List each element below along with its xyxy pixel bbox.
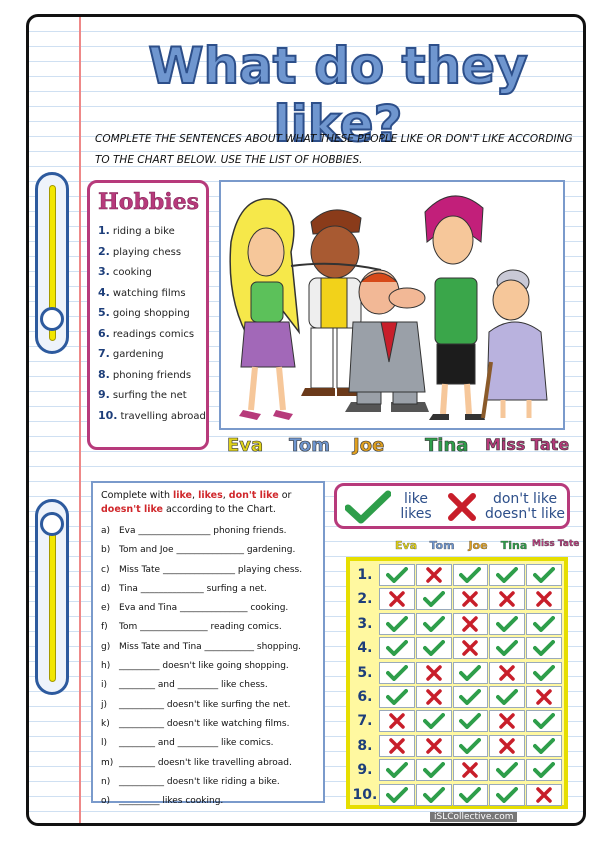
exercise-sentence (101, 580, 317, 599)
exercise-sentence (101, 676, 317, 695)
legend-likes: likes (400, 506, 432, 522)
cross-icon (416, 662, 452, 684)
binder-clip-top (35, 172, 69, 354)
check-icon (489, 637, 525, 659)
legend-doesnt-like: doesn't like (484, 506, 566, 522)
people-names-row (227, 435, 577, 461)
check-icon (526, 662, 562, 684)
cross-icon (416, 735, 452, 757)
exercise-sentence (101, 541, 317, 560)
cross-icon (379, 588, 415, 610)
legend-box (334, 483, 570, 529)
chart-column-header: Eva (394, 539, 418, 552)
sentence-letter: k) (101, 718, 110, 729)
check-icon (526, 564, 562, 586)
intro-dont-like: don't like (228, 490, 279, 501)
check-icon (489, 564, 525, 586)
person-name: Miss Tate (485, 435, 570, 454)
check-icon (416, 784, 452, 806)
sentence-letter: a) (101, 526, 111, 536)
check-icon (489, 784, 525, 806)
check-icon (416, 759, 452, 781)
check-icon (345, 490, 391, 524)
person-name: Eva (227, 435, 264, 456)
check-icon (379, 686, 415, 708)
legend-dont-like: don't like (492, 491, 558, 507)
hobby-number: 8. (98, 367, 110, 381)
sentence-letter: o) (101, 796, 111, 807)
hobby-text: going shopping (112, 308, 190, 319)
exercise-sentence (101, 657, 317, 676)
exercise-sentence (101, 792, 317, 811)
sentence-text: _________ doesn't like going shopping. (119, 661, 289, 672)
hobby-item (98, 324, 198, 345)
check-icon (526, 735, 562, 757)
chart-header (388, 539, 580, 552)
chart-column-header: Tina (500, 539, 528, 552)
chart-row-number: 3. (357, 615, 373, 632)
miss-tate-figure (483, 270, 547, 418)
check-icon (416, 588, 452, 610)
check-icon (379, 637, 415, 659)
exercise-rows (101, 522, 317, 811)
check-icon (489, 759, 525, 781)
sentence-text: Eva and Tina _______________ cooking. (119, 603, 289, 614)
cross-icon (453, 588, 489, 610)
cross-icon (416, 686, 452, 708)
check-icon (379, 564, 415, 586)
hobby-item (98, 242, 198, 263)
cross-icon (379, 735, 415, 757)
cross-icon (489, 735, 525, 757)
hobby-number: 2. (98, 244, 110, 258)
check-icon (526, 637, 562, 659)
intro-sep: , (192, 490, 199, 501)
chart-row (352, 636, 562, 660)
chart-row (352, 612, 562, 636)
hobby-text: playing chess (112, 246, 182, 258)
intro-sep: , (222, 490, 229, 501)
binder-ring-icon (40, 512, 64, 536)
exercise-sentence (101, 696, 317, 715)
chart-table (346, 557, 568, 809)
hobby-number: 10. (98, 408, 118, 422)
hobbies-list (98, 221, 206, 426)
chart-row-number: 9. (357, 762, 373, 779)
sentence-text: ________ and _________ like chess. (119, 680, 268, 691)
chart-row (352, 685, 562, 709)
sentence-text: Tom and Joe _______________ gardening. (119, 545, 296, 556)
intro-text-end: according to the Chart. (162, 504, 276, 515)
exercise-sentence (101, 522, 317, 541)
hobby-number: 9. (98, 388, 110, 401)
check-icon (453, 662, 489, 684)
check-icon (379, 784, 415, 806)
sentence-text: __________ doesn't like riding a bike. (119, 776, 280, 787)
chart-row-number: 6. (357, 688, 373, 705)
chart-row-number: 8. (357, 737, 373, 754)
cross-icon (453, 637, 489, 659)
exercise-sentence (101, 754, 317, 773)
exercise-sentence (101, 618, 317, 637)
check-icon (453, 686, 489, 708)
sentence-text: Tina ______________ surfing a net. (119, 583, 267, 594)
chart-row (352, 563, 562, 587)
people-illustration (219, 180, 565, 430)
chart-row-number: 4. (357, 640, 373, 657)
check-icon (489, 686, 525, 708)
sentence-text: __________ doesn't like watching films. (119, 718, 290, 729)
exercise-sentence (101, 734, 317, 753)
legend-like: like (403, 491, 428, 507)
person-name: Joe (353, 435, 385, 456)
cross-icon (379, 710, 415, 732)
hobby-text: phoning friends (112, 369, 192, 381)
check-icon (379, 759, 415, 781)
cross-icon (416, 564, 452, 586)
chart-row-number: 5. (357, 664, 373, 681)
chart-row (352, 709, 562, 733)
intro-doesnt-like: doesn't like (101, 504, 163, 515)
chart-row (352, 783, 562, 807)
hobby-number: 4. (98, 285, 110, 299)
sentence-letter: c) (101, 564, 110, 575)
instructions: COMPLETE THE SENTENCES ABOUT WHAT THESE PEOPLE LIKE OR DON'T LIKE ACCORDING TO THE CHART BELOW. USE THE LIST OF HOBBIES. (95, 133, 573, 166)
sentence-text: ________ and _________ like comics. (119, 738, 274, 749)
check-icon (526, 710, 562, 732)
hobby-text: readings comics (112, 328, 195, 340)
check-icon (379, 613, 415, 635)
cross-icon (453, 759, 489, 781)
person-name: Tina (425, 435, 469, 456)
hobby-text: surfing the net (112, 390, 187, 401)
chart-row (352, 734, 562, 758)
sentence-letter: l) (101, 738, 108, 749)
hobby-text: riding a bike (112, 226, 175, 237)
watermark: iSLCollective.com (430, 812, 517, 822)
sentence-text: Tom _______________ reading comics. (119, 622, 282, 633)
check-icon (489, 613, 525, 635)
exercise-sentence (101, 715, 317, 734)
hobby-item (98, 221, 198, 242)
exercise-intro (101, 489, 317, 517)
sentence-letter: d) (101, 583, 111, 594)
chart-row (352, 758, 562, 782)
hobby-text: cooking (112, 267, 152, 278)
sentence-text: Miss Tate and Tina ___________ shopping. (119, 641, 302, 652)
intro-or: or (278, 490, 292, 501)
sentence-text: ________ doesn't like travelling abroad. (119, 757, 292, 768)
legend-like-label (395, 492, 437, 522)
check-icon (453, 735, 489, 757)
chart-row (352, 587, 562, 611)
hobbies-box (87, 180, 209, 450)
cross-icon (526, 588, 562, 610)
check-icon (453, 710, 489, 732)
worksheet-page (26, 14, 586, 826)
check-icon (453, 564, 489, 586)
cross-icon (447, 492, 477, 522)
chart-row-number: 1. (357, 567, 373, 583)
chart-column-header: Tom (429, 539, 455, 552)
chart-row-number: 2. (357, 591, 373, 608)
hobby-item (98, 365, 198, 386)
binder-ring-icon (40, 307, 64, 331)
hobby-number: 1. (98, 224, 110, 237)
hobby-text: watching films (112, 287, 186, 299)
exercise-sentence (101, 638, 317, 657)
hobby-item (98, 385, 198, 406)
sentence-letter: m) (101, 757, 114, 768)
chart-column-header: Joe (468, 539, 488, 552)
cross-icon (526, 686, 562, 708)
sentence-text: __________ doesn't like surfing the net. (119, 699, 291, 710)
sentence-letter: i) (101, 680, 108, 691)
tina-figure (425, 196, 485, 420)
hobby-number: 7. (98, 347, 110, 360)
sentence-letter: j) (101, 699, 108, 710)
cross-icon (489, 588, 525, 610)
check-icon (453, 784, 489, 806)
hobby-text: gardening (112, 349, 164, 360)
cross-icon (526, 784, 562, 806)
sentence-letter: h) (101, 661, 111, 672)
sentence-letter: n) (101, 776, 111, 787)
hobby-item (98, 283, 198, 304)
hobby-number: 3. (98, 265, 110, 278)
check-icon (526, 759, 562, 781)
sentence-text: Miss Tate ________________ playing chess. (119, 564, 303, 575)
likes-chart (342, 539, 580, 811)
sentence-letter: e) (101, 603, 111, 614)
chart-row (352, 661, 562, 685)
chart-column-header: Miss Tate (532, 539, 580, 549)
person-name: Tom (289, 435, 331, 456)
check-icon (416, 613, 452, 635)
exercise-sentence (101, 773, 317, 792)
check-icon (416, 637, 452, 659)
hobby-item (98, 344, 198, 365)
check-icon (379, 662, 415, 684)
hobby-text: travelling abroad (120, 410, 206, 422)
exercise-sentence (101, 561, 317, 580)
cross-icon (489, 662, 525, 684)
chart-row-number: 10. (352, 786, 378, 803)
sentence-letter: b) (101, 545, 111, 556)
check-icon (526, 613, 562, 635)
exercise-box (91, 481, 325, 807)
margin-line (79, 17, 81, 823)
eva-figure (230, 199, 299, 420)
intro-text: Complete with (101, 490, 173, 501)
hobby-item (98, 303, 198, 324)
chart-row-number: 7. (357, 713, 373, 730)
binder-clip-bottom (35, 499, 69, 695)
hobbies-title: Hobbies (98, 189, 199, 215)
sentence-letter: g) (101, 641, 111, 652)
check-icon (416, 710, 452, 732)
sentence-text: Eva ________________ phoning friends. (119, 526, 287, 536)
hobby-item (98, 262, 198, 283)
cross-icon (453, 613, 489, 635)
hobby-number: 5. (98, 306, 110, 319)
sentence-letter: f) (101, 622, 108, 633)
hobby-item (98, 406, 206, 427)
hobby-number: 6. (98, 326, 110, 340)
cartoon-people-image (221, 182, 563, 428)
cross-icon (489, 710, 525, 732)
page-title: What do they like? (148, 37, 528, 153)
exercise-sentence (101, 599, 317, 618)
intro-likes: likes (198, 490, 223, 501)
intro-like: like (172, 490, 193, 501)
legend-dont-like-label (483, 492, 567, 522)
sentence-text: _________ likes cooking. (119, 796, 224, 807)
